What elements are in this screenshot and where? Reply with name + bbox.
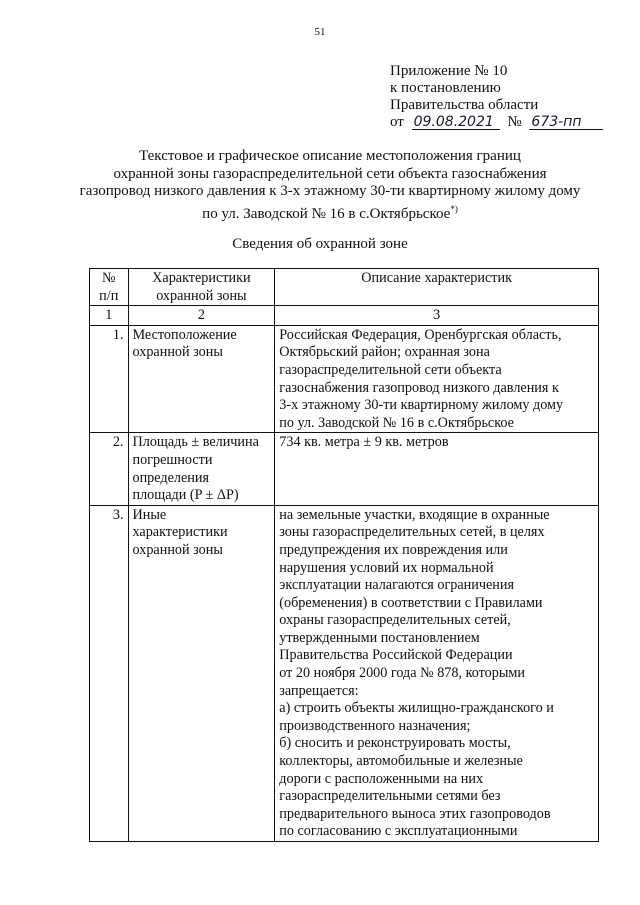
char-line: охранной зоны — [132, 541, 223, 558]
appendix-line-3: Правительства области — [390, 97, 539, 113]
page-number: 51 — [314, 26, 326, 38]
row-characteristic — [128, 433, 275, 505]
char-line: Площадь ± величина — [132, 434, 259, 451]
desc-line: газораспределительными сетями без — [279, 788, 501, 805]
desc-line: по согласованию с эксплуатационными — [279, 823, 518, 840]
handwritten-number: 673-пп — [529, 115, 603, 130]
row-characteristic — [128, 325, 275, 433]
section-subtitle: Сведения об охранной зоне — [232, 236, 408, 252]
desc-line: 3-х этажному 30-ти квартирному жилому дому — [279, 397, 564, 414]
header-description: Описание характеристик — [275, 269, 599, 306]
table-row — [90, 505, 599, 841]
desc-line: на земельные участки, входящие в охранные — [279, 506, 550, 523]
title-line-3: газопровод низкого давления к 3-х этажному 30-ти квартирному жилому дому — [79, 183, 581, 199]
title-line-4-text: по ул. Заводской № 16 в с.Октябрьское — [202, 205, 451, 222]
desc-line: а) строить объекты жилищно-гражданского и — [279, 700, 554, 717]
char-line: Местоположение — [132, 326, 237, 343]
desc-line: зоны газораспределительных сетей, в целях — [279, 524, 545, 541]
desc-line: запрещается: — [279, 682, 359, 699]
desc-line: предупреждения их повреждения или — [279, 541, 508, 558]
appendix-block — [390, 63, 630, 131]
desc-line: Российская Федерация, Оренбургская область, — [279, 326, 562, 343]
index-cell-1: 1 — [90, 306, 129, 326]
document-title — [60, 148, 600, 223]
row-number: 2. — [90, 433, 129, 505]
desc-line: дороги с расположенными на них — [279, 770, 484, 787]
char-line: охранной зоны — [132, 344, 223, 361]
handwritten-date: 09.08.2021 — [412, 115, 500, 130]
desc-line: газоснабжения газопровод низкого давления к — [279, 379, 559, 396]
index-cell-2: 2 — [128, 306, 275, 326]
row-description — [275, 433, 599, 505]
desc-line: от 20 ноября 2000 года № 878, которыми — [279, 665, 525, 682]
row-characteristic — [128, 505, 275, 841]
char-line: характеристики — [132, 524, 228, 541]
desc-line: коллекторы, автомобильные и железные — [279, 753, 523, 770]
header-num-line-2: п/п — [99, 287, 119, 304]
title-line-1: Текстовое и графическое описание местоположения границ — [139, 148, 521, 164]
desc-line: охраны газораспределительных сетей, — [279, 612, 511, 629]
table-header-row — [90, 269, 599, 306]
footnote-mark: *) — [450, 203, 458, 214]
header-char-line-1: Характеристики — [152, 270, 251, 286]
desc-line: предварительного выноса этих газопроводов — [279, 805, 551, 822]
char-line: Иные — [132, 506, 167, 523]
desc-line: по ул. Заводской № 16 в с.Октябрьское — [279, 414, 514, 431]
title-line-4 — [60, 201, 600, 224]
desc-line: газораспределительной сети объекта — [279, 361, 502, 378]
title-line-2: охранной зоны газораспределительной сети объекта газоснабжения — [113, 165, 547, 182]
table-row — [90, 325, 599, 433]
desc-line: эксплуатации налагаются ограничения — [279, 577, 514, 594]
desc-line: б) сносить и реконструировать мосты, — [279, 735, 511, 752]
char-line: погрешности — [132, 451, 213, 468]
desc-line: 734 кв. метра ± 9 кв. метров — [279, 434, 449, 451]
row-description — [275, 325, 599, 433]
row-number: 3. — [90, 505, 129, 841]
row-number: 1. — [90, 325, 129, 433]
desc-line: нарушения условий их нормальной — [279, 559, 494, 576]
appendix-line-2: к постановлению — [390, 80, 501, 96]
header-char-line-2: охранной зоны — [156, 287, 247, 304]
row-description — [275, 505, 599, 841]
desc-line: производственного назначения; — [279, 717, 471, 734]
index-cell-3: 3 — [275, 306, 599, 326]
char-line: определения — [132, 469, 209, 486]
ot-label: от — [390, 114, 404, 130]
protection-zone-table — [89, 268, 599, 842]
number-label: № — [507, 114, 522, 130]
desc-line: (обременения) в соответствии с Правилами — [279, 594, 543, 611]
desc-line: Правительства Российской Федерации — [279, 647, 513, 664]
header-num-line-1: № — [101, 270, 116, 286]
header-characteristic — [128, 269, 275, 306]
desc-line: утвержденными постановлением — [279, 629, 480, 646]
table-row — [90, 433, 599, 505]
char-line: площади (P ± ΔP) — [132, 487, 239, 504]
header-num — [90, 269, 129, 306]
desc-line: Октябрьский район; охранная зона — [279, 344, 490, 361]
appendix-line-1: Приложение № 10 — [390, 63, 508, 79]
table-index-row — [90, 306, 599, 326]
appendix-date-line — [390, 114, 630, 131]
